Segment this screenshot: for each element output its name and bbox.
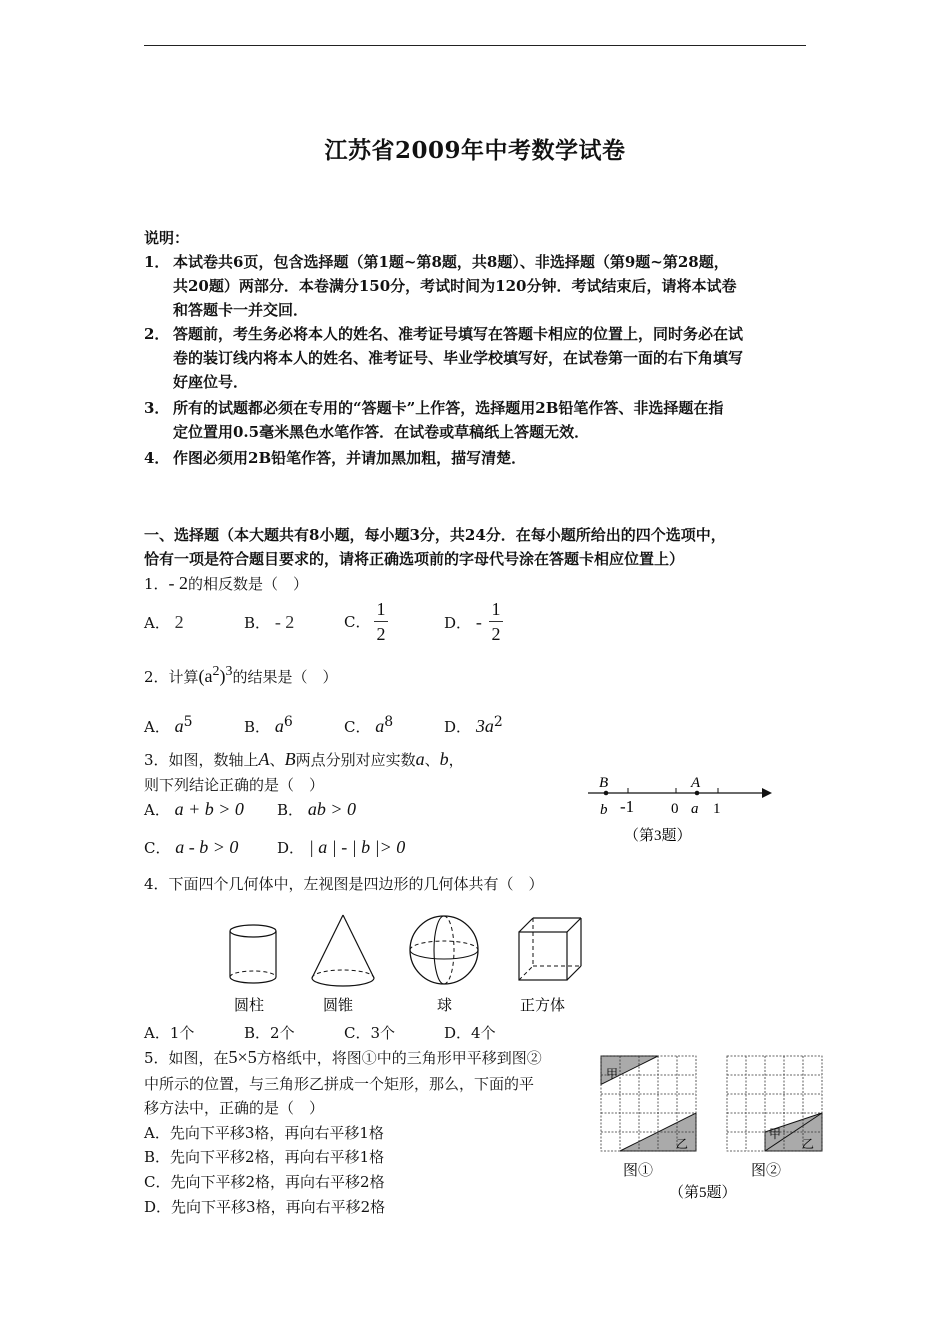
option-d[interactable]: D． $3a^2$ <box>444 714 503 736</box>
sphere-icon <box>410 916 478 984</box>
option-d[interactable]: D．4个 <box>444 1024 496 1042</box>
option-c[interactable]: C． <box>344 613 371 631</box>
label-b: b <box>600 802 608 818</box>
cube-icon <box>519 918 581 980</box>
shape-label: 圆锥 <box>323 998 354 1014</box>
option-c[interactable]: C．先向下平移2格，再向右平移2格 <box>144 1173 385 1191</box>
question-3-stem: 3．如图，数轴上A、B两点分别对应实数a、b， <box>144 749 464 769</box>
question-5-stem-cont: 中所示的位置，与三角形乙拼成一个矩形，那么，下面的平 <box>144 1075 535 1093</box>
section-heading-cont: 恰有一项是符合题目要求的，请将正确选项前的字母代号涂在答题卡相应位置上） <box>144 550 685 568</box>
shape-label: 圆柱 <box>234 998 265 1014</box>
instruction-item: 1． 本试卷共6页，包含选择题（第1题~第8题，共8题）、非选择题（第9题~第28题， 共20题）两部分．本卷满分150分，考试时间为120分钟．考试结束后，请将本试卷 和答题卡一并交回． <box>144 253 737 319</box>
label-zero: 0 <box>671 801 679 817</box>
question-2-stem: 2．计算$(a^2)^3$的结果是（ ） <box>144 664 338 686</box>
option-a[interactable]: A．1个 <box>144 1024 195 1042</box>
grid-2 <box>727 1056 822 1151</box>
grid-1 <box>601 1056 696 1151</box>
instructions-list <box>144 250 814 472</box>
question-1-stem: 1．- 2的相反数是（ ） <box>144 573 309 593</box>
cylinder-icon <box>230 925 276 983</box>
question-5-stem: 5．如图，在5×5方格纸中，将图①中的三角形甲平移到图② <box>144 1047 542 1067</box>
point-a <box>695 791 700 796</box>
option-b[interactable]: B． - 2 <box>244 612 295 632</box>
option-b[interactable]: B． ab > 0 <box>277 799 356 819</box>
page-title: 江苏省2009年中考数学试卷 <box>324 137 626 164</box>
question-5-stem-cont: 移方法中，正确的是（ ） <box>144 1099 325 1117</box>
label-jia: 甲 <box>769 1127 782 1141</box>
option-c[interactable]: C． $a^8$ <box>344 714 394 736</box>
figure-1-label: 图① <box>623 1163 654 1179</box>
grid-figure <box>595 1050 835 1205</box>
label-A: A <box>691 775 701 791</box>
option-b[interactable]: B． $a^6$ <box>244 714 293 736</box>
shape-label: 球 <box>437 998 453 1014</box>
solids-figure <box>220 910 600 1020</box>
label-minus1: -1 <box>620 797 635 816</box>
question-4-stem: 4．下面四个几何体中，左视图是四边形的几何体共有（ ） <box>144 875 544 893</box>
top-rule <box>144 45 806 46</box>
option-c[interactable]: C．3个 <box>344 1024 396 1042</box>
point-b <box>604 791 609 796</box>
label-jia: 甲 <box>606 1067 619 1081</box>
instruction-item: 4． 作图必须用2B铅笔作答，并请加黑加粗，描写清楚． <box>144 449 527 467</box>
label-B: B <box>599 775 609 791</box>
option-a[interactable]: A． 2 <box>144 612 184 632</box>
instruction-item: 2． 答题前，考生务必将本人的姓名、准考证号填写在答题卡相应的位置上，同时务必在试 卷的装订线内将本人的姓名、准考证号、毕业学校填写好，在试卷第一面的右下角填写 好座位号． <box>144 325 744 391</box>
question-1-options <box>144 598 564 650</box>
fraction: 1 2 <box>489 598 503 645</box>
figure-2-label: 图② <box>751 1163 782 1179</box>
figure-caption: （第3题） <box>624 828 692 844</box>
instructions-heading: 说明： <box>144 229 190 247</box>
option-a[interactable]: A． a + b > 0 <box>144 799 244 819</box>
label-yi: 乙 <box>676 1137 689 1151</box>
option-d[interactable]: D．先向下平移3格，再向右平移2格 <box>144 1198 386 1216</box>
label-yi: 乙 <box>802 1137 815 1151</box>
label-one: 1 <box>713 801 721 817</box>
arrow-icon <box>762 788 772 798</box>
number-line-figure <box>580 772 780 852</box>
option-a[interactable]: A． $a^5$ <box>144 714 193 736</box>
option-b[interactable]: B．先向下平移2格，再向右平移1格 <box>144 1148 385 1166</box>
label-a: a <box>691 801 699 817</box>
instruction-item: 3． 所有的试题都必须在专用的“答题卡”上作答，选择题用2B铅笔作答、非选择题在指 定位置用0.5毫米黑色水笔作答．在试卷或草稿纸上答题无效． <box>144 399 724 441</box>
cone-icon <box>312 915 374 986</box>
option-b[interactable]: B．2个 <box>244 1024 295 1042</box>
option-d[interactable]: D． - <box>444 612 482 632</box>
question-3-stem-cont: 则下列结论正确的是（ ） <box>144 776 325 794</box>
fraction: 1 2 <box>374 598 388 645</box>
figure-caption: （第5题） <box>669 1185 737 1201</box>
section-heading: 一、选择题（本大题共有8小题，每小题3分，共24分．在每小题所给出的四个选项中， <box>144 526 726 544</box>
shape-label: 正方体 <box>520 998 566 1014</box>
option-c[interactable]: C． a - b > 0 <box>144 837 239 857</box>
option-a[interactable]: A．先向下平移3格，再向右平移1格 <box>144 1124 384 1142</box>
option-d[interactable]: D． | a | - | b |> 0 <box>277 837 406 857</box>
